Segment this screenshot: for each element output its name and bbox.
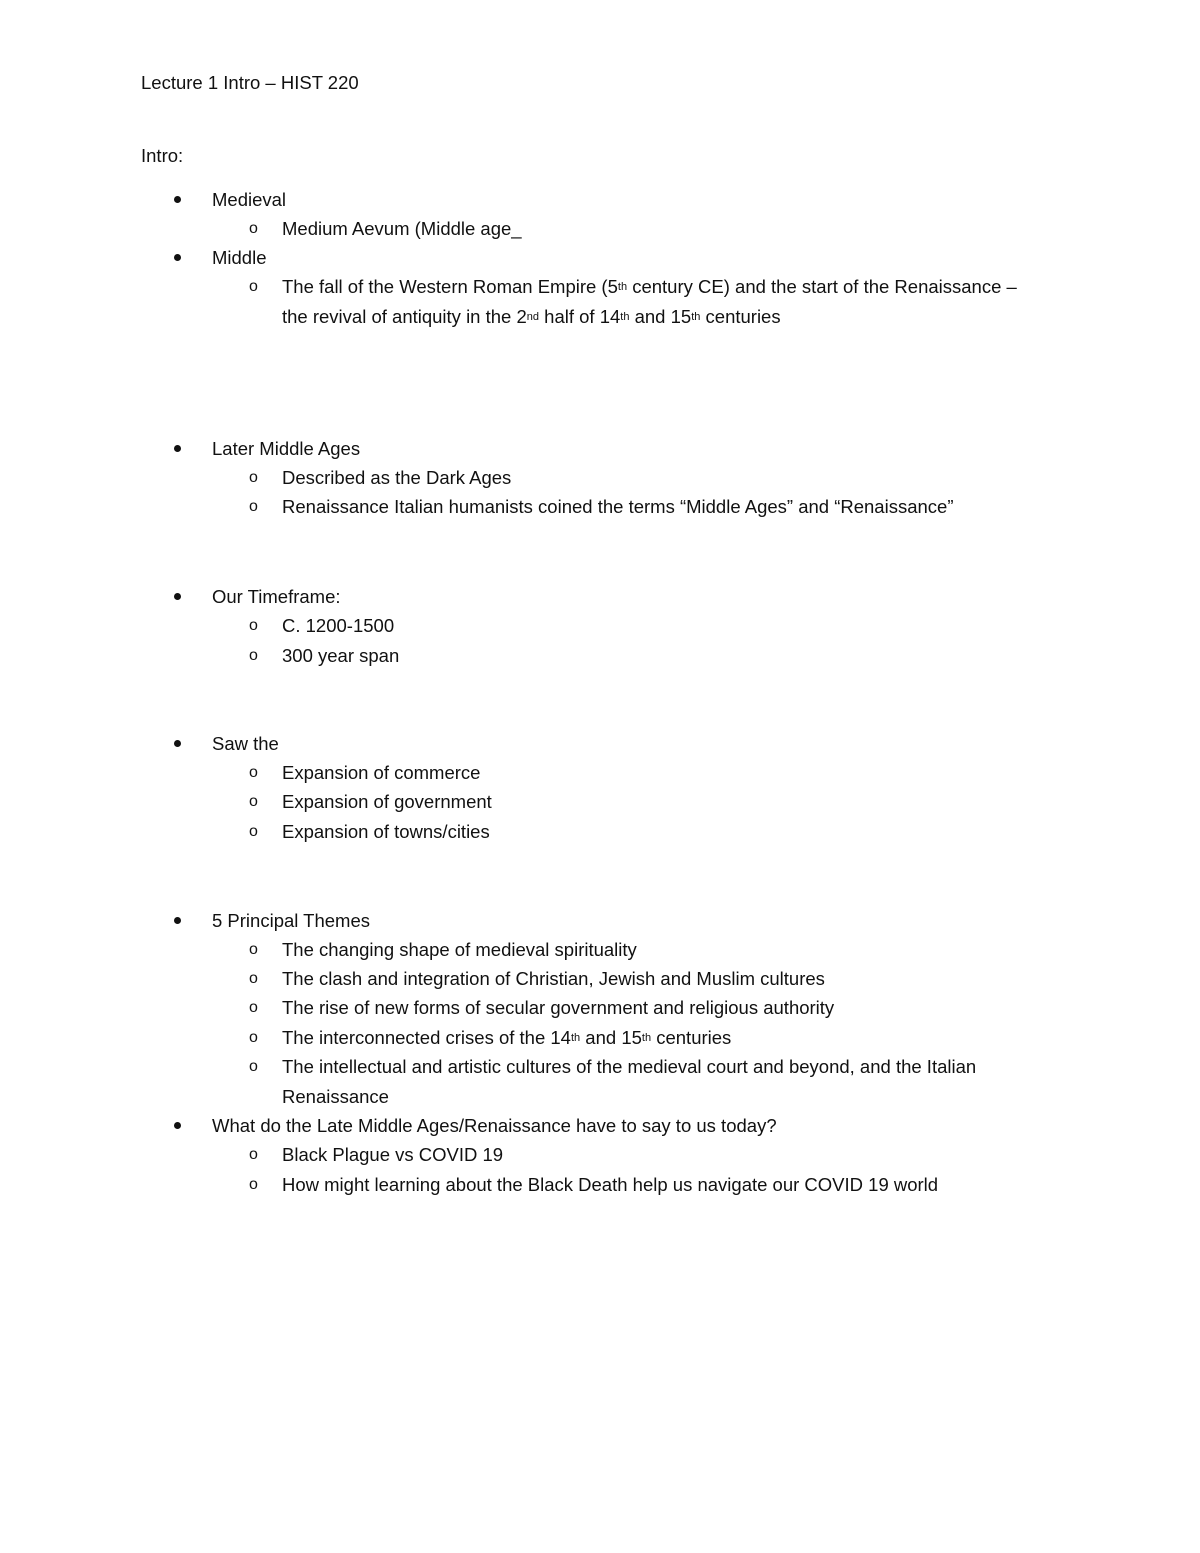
bullet-label: What do the Late Middle Ages/Renaissance have to say to us today? — [212, 1115, 777, 1136]
bullet-label: Saw the — [212, 733, 279, 754]
bullet-dot-icon — [174, 593, 181, 600]
bullet-dot-icon — [174, 445, 181, 452]
bullet-dot-icon — [174, 917, 181, 924]
bullet-dot-icon — [174, 1122, 181, 1129]
circle-marker-icon: o — [249, 823, 258, 840]
sub-item — [249, 995, 835, 1021]
sub-item — [249, 465, 512, 491]
superscript: nd — [526, 311, 540, 323]
circle-marker-icon: o — [249, 617, 258, 634]
circle-marker-icon: o — [249, 220, 258, 237]
sub-item-text-part: and 15 — [629, 306, 692, 327]
sub-item-text-part: The fall of the Western Roman Empire (5 — [282, 276, 618, 297]
sub-item-text: Renaissance Italian humanists coined the terms “Middle Ages” and “Renaissance” — [282, 496, 954, 517]
sub-item — [249, 494, 954, 520]
circle-marker-icon: o — [249, 970, 258, 987]
circle-marker-icon: o — [249, 278, 258, 295]
sub-item-continuation — [282, 304, 781, 330]
bullet-medieval — [212, 187, 286, 213]
bullet-dot-icon — [174, 196, 181, 203]
superscript: th — [620, 311, 630, 323]
superscript: th — [570, 1032, 581, 1044]
sub-item-text: Renaissance — [282, 1086, 389, 1107]
bullet-dot-icon — [174, 740, 181, 747]
circle-marker-icon: o — [249, 1146, 258, 1163]
sub-item — [249, 937, 637, 963]
bullet-middle — [212, 245, 267, 271]
sub-item — [249, 643, 400, 669]
sub-item-text-part: and 15 — [580, 1027, 642, 1048]
sub-item — [249, 789, 492, 815]
sub-item-text-part: half of 14 — [539, 306, 621, 327]
sub-item-text: Described as the Dark Ages — [282, 467, 512, 488]
sub-item — [249, 1025, 732, 1051]
sub-item — [249, 613, 395, 639]
circle-marker-icon: o — [249, 941, 258, 958]
superscript: th — [641, 1032, 652, 1044]
sub-item-text: The changing shape of medieval spirituality — [282, 939, 637, 960]
bullet-later-middle-ages — [212, 436, 360, 462]
intro-heading: Intro: — [141, 145, 184, 166]
sub-item — [249, 819, 490, 845]
document-title: Lecture 1 Intro – HIST 220 — [141, 72, 359, 93]
bullet-label: Medieval — [212, 189, 287, 210]
sub-item — [249, 760, 481, 786]
circle-marker-icon: o — [249, 1029, 258, 1046]
circle-marker-icon: o — [249, 999, 258, 1016]
bullet-label: Our Timeframe: — [212, 586, 341, 607]
bullet-today — [212, 1113, 777, 1139]
sub-item-text: Medium Aevum (Middle age_ — [282, 218, 522, 239]
sub-item-text-part: centuries — [700, 306, 781, 327]
circle-marker-icon: o — [249, 793, 258, 810]
superscript: th — [691, 311, 701, 323]
sub-item-text: The clash and integration of Christian, Jewish and Muslim cultures — [282, 968, 825, 989]
bullet-label: 5 Principal Themes — [212, 910, 371, 931]
sub-item — [249, 1054, 977, 1080]
sub-item — [249, 1172, 939, 1198]
sub-item-text-part: centuries — [651, 1027, 732, 1048]
sub-item-text-part: century CE) and the start of the Renaissance – — [627, 276, 1017, 297]
sub-item-text: Expansion of commerce — [282, 762, 481, 783]
circle-marker-icon: o — [249, 469, 258, 486]
circle-marker-icon: o — [249, 647, 258, 664]
sub-item-continuation — [282, 1084, 389, 1110]
bullet-label: Later Middle Ages — [212, 438, 361, 459]
superscript: th — [617, 281, 628, 293]
sub-item — [249, 274, 1017, 300]
sub-item-text: The rise of new forms of secular government and religious authority — [282, 997, 835, 1018]
sub-item-text: Expansion of towns/cities — [282, 821, 490, 842]
sub-item-text: How might learning about the Black Death help us navigate our COVID 19 world — [282, 1174, 939, 1195]
sub-item-text: Expansion of government — [282, 791, 492, 812]
bullet-label: Middle — [212, 247, 267, 268]
circle-marker-icon: o — [249, 764, 258, 781]
sub-item-text-part: the revival of antiquity in the 2 — [282, 306, 527, 327]
sub-item-text-part: The interconnected crises of the 14 — [282, 1027, 571, 1048]
bullet-saw-the — [212, 731, 279, 757]
sub-item — [249, 966, 825, 992]
sub-item-text: Black Plague vs COVID 19 — [282, 1144, 504, 1165]
bullet-our-timeframe — [212, 584, 341, 610]
sub-item — [249, 216, 522, 242]
sub-item — [249, 1142, 504, 1168]
bullet-dot-icon — [174, 254, 181, 261]
sub-item-text: C. 1200-1500 — [282, 615, 395, 636]
circle-marker-icon: o — [249, 498, 258, 515]
sub-item-text: 300 year span — [282, 645, 400, 666]
bullet-principal-themes — [212, 908, 370, 934]
circle-marker-icon: o — [249, 1176, 258, 1193]
circle-marker-icon: o — [249, 1058, 258, 1075]
sub-item-text: The intellectual and artistic cultures of the medieval court and beyond, and the Italian — [282, 1056, 977, 1077]
